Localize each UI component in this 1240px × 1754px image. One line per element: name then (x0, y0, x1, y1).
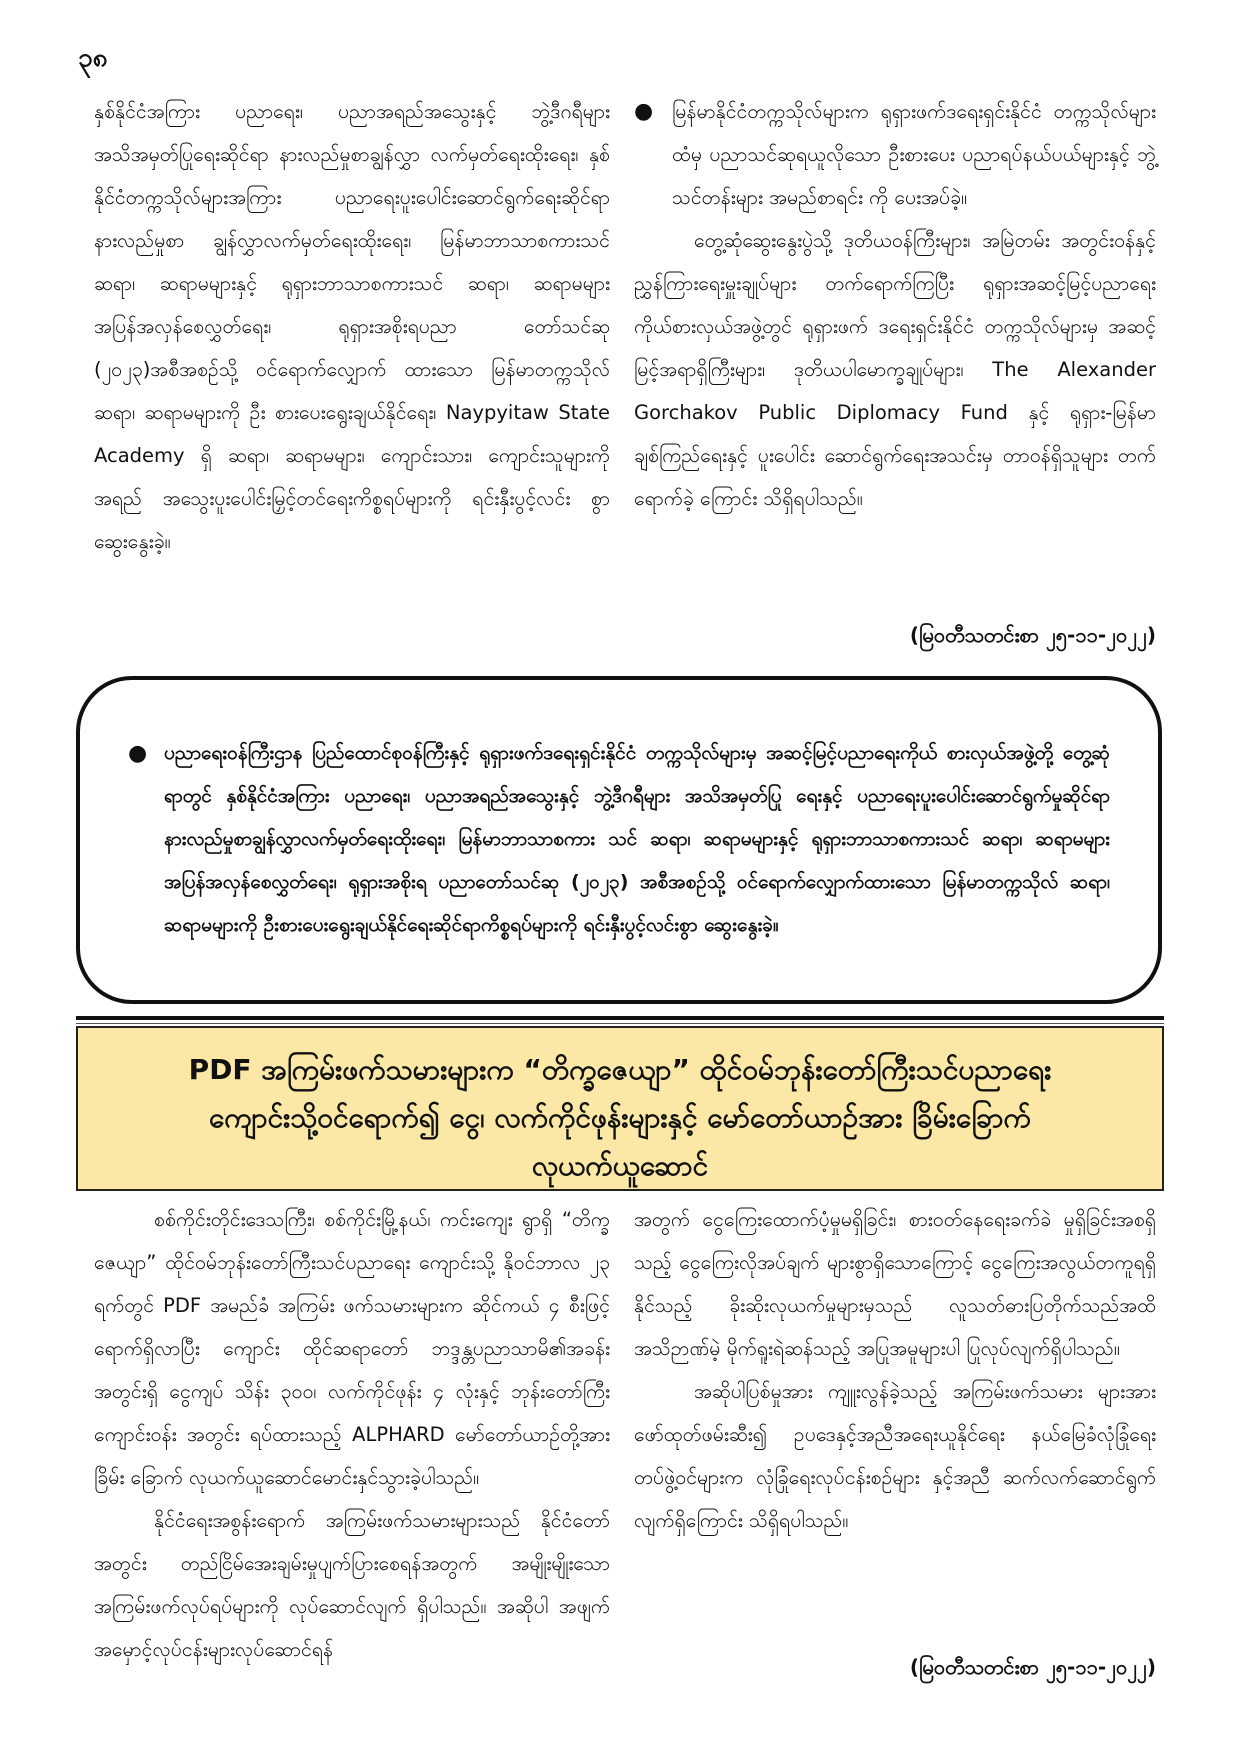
bottom-right-paragraph-2: အဆိုပါပြစ်မှုအား ကျူးလွန်ခဲ့သည့် အကြမ်းဖက်သမား များအား ဖော်ထုတ်ဖမ်းဆီး၍ ဥပဒေနှင့်အညီအရေးယူနိုင်ရေး နယ်မြေခံလုံခြုံရေးတပ်ဖွဲ့ဝင်များက လုံခြုံရေးလုပ်ငန်းစဉ်များ နှင့်အညီ ဆက်လက်ဆောင်ရွက်လျက်ရှိကြောင်း သိရှိရပါသည်။ (634, 1380, 1156, 1532)
page-number: ၃၈ (78, 43, 108, 73)
top-left-paragraph: နှစ်နိုင်ငံအကြား ပညာရေး၊ ပညာအရည်အသွေးနှင့် ဘွဲ့ဒီဂရီများ အသိအမှတ်ပြုရေးဆိုင်ရာ နားလည်မှုစာချွန်လွှာ လက်မှတ်ရေးထိုးရေး၊ နှစ်နိုင်ငံတက္ကသိုလ်များအကြား ပညာရေးပူးပေါင်းဆောင်ရွက်ရေးဆိုင်ရာ နားလည်မှုစာ ချွန်လွှာလက်မှတ်ရေးထိုးရေး၊ မြန်မာဘာသာစကားသင် ဆရာ၊ ဆရာမများနှင့် ရုရှားဘာသာစကားသင် ဆရာ၊ ဆရာမများ အပြန်အလှန်စေလွှတ်ရေး၊ ရုရှားအစိုးရပညာ တော်သင်ဆု (၂၀၂၃)အစီအစဉ်သို့ ဝင်ရောက်လျှောက် ထားသော မြန်မာတက္ကသိုလ် ဆရာ၊ ဆရာမများကို ဦး စားပေးရွေးချယ်နိုင်ရေး၊ Naypyitaw State Academy ရှိ ဆရာ၊ ဆရာမများ၊ ကျောင်းသား၊ ကျောင်းသူများကို အရည် အသွေးပူးပေါင်းမြှင့်တင်ရေးကိစ္စရပ်များကို ရင်းနှီးပွင့်လင်း စွာ ဆွေးနွေးခဲ့။ (94, 100, 610, 553)
section-divider-thin (76, 1023, 1164, 1024)
notice-bullet-item (128, 732, 1110, 947)
bullet-icon: ● (634, 99, 654, 124)
top-right-bullet-item (634, 90, 1156, 219)
bullet-icon: ● (128, 741, 148, 766)
top-left-column (94, 90, 610, 563)
headline-box (76, 1026, 1164, 1191)
bottom-right-paragraph-1: အတွက် ငွေကြေးထောက်ပံ့မှုမရှိခြင်း၊ စားဝတ်နေရေးခက်ခဲ မှုရှိခြင်းအစရှိသည့် ငွေကြေးလိုအပ်ချက် များစွာရှိသောကြောင့် ငွေကြေးအလွယ်တကူရရှိနိုင်သည့် ခိုးဆိုးလုယက်မှုများမှသည် လူသတ်ဓားပြတိုက်သည်အထိ အသိဉာဏ်မဲ့ မိုက်ရူးရဲဆန်သည့် အပြုအမူများပါ ပြုလုပ်လျက်ရှိပါသည်။ (634, 1208, 1156, 1360)
headline-line-1: PDF အကြမ်းဖက်သမားများက “တိက္ခဇေယျာ” ထိုင်ဝမ်ဘုန်းတော်ကြီးသင်ပညာရေး (188, 1053, 1052, 1086)
top-right-bullet-text: မြန်မာနိုင်ငံတက္ကသိုလ်များက ရုရှားဖက်ဒရေးရှင်းနိုင်ငံ တက္ကသိုလ်များထံမှ ပညာသင်ဆုရယူလိုသော ဦးစားပေး ပညာရပ်နယ်ပယ်များနှင့် ဘွဲ့သင်တန်းများ အမည်စာရင်း ကို ပေးအပ်ခဲ့။ (672, 100, 1156, 209)
headline-line-2: ကျောင်းသို့ဝင်ရောက်၍ ငွေ၊ လက်ကိုင်ဖုန်းများနှင့် မော်တော်ယာဉ်အား ခြိမ်းခြောက် (209, 1101, 1031, 1134)
notice-text: ပညာရေးဝန်ကြီးဌာန ပြည်ထောင်စုဝန်ကြီးနှင့် ရုရှားဖက်ဒရေးရှင်းနိုင်ငံ တက္ကသိုလ်များမှ အဆင့်မြင့်ပညာရေးကိုယ် စားလှယ်အဖွဲ့တို့ တွေ့ဆုံရာတွင် နှစ်နိုင်ငံအကြား ပညာရေး၊ ပညာအရည်အသွေးနှင့် ဘွဲ့ဒီဂရီများ အသိအမှတ်ပြု ရေးနှင့် ပညာရေးပူးပေါင်းဆောင်ရွက်မှုဆိုင်ရာ နားလည်မှုစာချွန်လွှာလက်မှတ်ရေးထိုးရေး၊ မြန်မာဘာသာစကား သင် ဆရာ၊ ဆရာမများနှင့် ရုရှားဘာသာစကားသင် ဆရာ၊ ဆရာမများ အပြန်အလှန်စေလွှတ်ရေး၊ ရုရှားအစိုးရ ပညာတော်သင်ဆု (၂၀၂၃) အစီအစဉ်သို့ ဝင်ရောက်လျှောက်ထားသော မြန်မာတက္ကသိုလ် ဆရာ၊ ဆရာမများကို ဦးစားပေးရွေးချယ်နိုင်ရေးဆိုင်ရာကိစ္စရပ်များကို ရင်းနှီးပွင့်လင်းစွာ ဆွေးနွေးခဲ့။ (164, 742, 1110, 936)
top-right-column (634, 90, 1156, 520)
top-source-citation: (မြဝတီသတင်းစာ ၂၅-၁၁-၂၀၂၂) (909, 623, 1156, 647)
bottom-right-column (634, 1198, 1156, 1542)
bottom-left-paragraph-1: စစ်ကိုင်းတိုင်းဒေသကြီး၊ စစ်ကိုင်းမြို့နယ်၊ ကင်းကျေး ရွာရှိ “တိက္ခဇေယျာ” ထိုင်ဝမ်ဘုန်းတော်ကြီးသင်ပညာရေး ကျောင်းသို့ နိုဝင်ဘာလ ၂၃ ရက်တွင် PDF အမည်ခံ အကြမ်း ဖက်သမားများက ဆိုင်ကယ် ၄ စီးဖြင့် ရောက်ရှိလာပြီး ကျောင်း ထိုင်ဆရာတော် ဘဒ္ဒန္တပညာသာမိ၏အခန်းအတွင်းရှိ ငွေကျပ် သိန်း ၃၀၀၊ လက်ကိုင်ဖုန်း ၄ လုံးနှင့် ဘုန်းတော်ကြီးကျောင်းဝန်း အတွင်း ရပ်ထားသည့် ALPHARD မော်တော်ယာဉ်တို့အား ခြိမ်း ခြောက် လုယက်ယူဆောင်မောင်းနှင်သွားခဲ့ပါသည်။ (94, 1208, 610, 1489)
section-divider (76, 1016, 1164, 1020)
bottom-left-column (94, 1198, 610, 1671)
bottom-left-paragraph-2: နိုင်ငံရေးအစွန်းရောက် အကြမ်းဖက်သမားများသည် နိုင်ငံတော်အတွင်း တည်ငြိမ်အေးချမ်းမှုပျက်ပြားစေရန်အတွက် အမျိုးမျိုးသော အကြမ်းဖက်လုပ်ရပ်များကို လုပ်ဆောင်လျက် ရှိပါသည်။ အဆိုပါ အဖျက်အမှောင့်လုပ်ငန်းများလုပ်ဆောင်ရန် (94, 1509, 610, 1661)
headline-line-3: လုယက်ယူဆောင် (531, 1149, 709, 1182)
bottom-source-citation: (မြဝတီသတင်းစာ ၂၅-၁၁-၂၀၂၂) (909, 1655, 1156, 1679)
top-right-paragraph: တွေ့ဆုံဆွေးနွေးပွဲသို့ ဒုတိယဝန်ကြီးများ၊ အမြဲတမ်း အတွင်းဝန်နှင့် ညွှန်ကြားရေးမှူးချုပ်များ တက်ရောက်ကြပြီး ရုရှားအဆင့်မြင့်ပညာရေးကိုယ်စားလှယ်အဖွဲ့တွင် ရုရှားဖက် ဒရေးရှင်းနိုင်ငံ တက္ကသိုလ်များမှ အဆင့်မြင့်အရာရှိကြီးများ၊ ဒုတိယပါမောက္ခချုပ်များ၊ The Alexander Gorchakov Public Diplomacy Fund နှင့် ရုရှား-မြန်မာချစ်ကြည်ရေးနှင့် ပူးပေါင်း ဆောင်ရွက်ရေးအသင်းမှ တာဝန်ရှိသူများ တက်ရောက်ခဲ့ ကြောင်း သိရှိရပါသည်။ (634, 229, 1156, 510)
notice-box (76, 676, 1162, 1004)
headline-title (118, 1046, 1122, 1190)
